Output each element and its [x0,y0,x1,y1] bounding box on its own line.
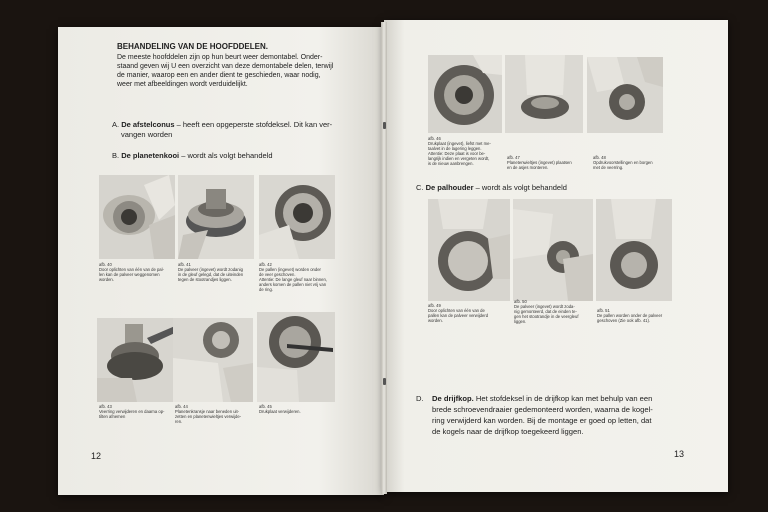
intro-line: De meeste hoofddelen zijn op hun beurt weer demontabel. Onder- [117,54,323,61]
photo-fig42 [259,175,335,259]
page-number-left: 12 [91,451,102,461]
caption-fig51: afb. 51 De pallen worden onder de palveer geschoven (Zie ook afb. 41). [597,308,663,323]
caption-fig47: afb. 47 Planetenwieltjes (ingevet) plaatsen en de asjes monteren. [507,155,572,170]
section-d-title: De drijfkop. [432,394,474,403]
caption-fig45: afb. 45 Drukplaat verwijderen. [259,404,301,414]
intro-line: de manier, waarop een en ander dient te geschieden, waar nodig, [117,72,321,79]
photo-fig48 [587,57,663,133]
section-heading: BEHANDELING VAN DE HOOFDDELEN. [117,42,268,51]
section-d-letter: D. [416,394,424,403]
caption-fig42: afb. 42 De pallen (ingevet) worden onder de veer geschoven. Attentie: De lange gleuf naar binnen, anders komen de pallen niet vrij van de ring. [259,262,327,292]
section-c [416,184,567,193]
staple [383,122,386,129]
caption-fig49: afb. 49 Door oplichten van één van de pallen kan de palveer verwijderd worden. [428,303,489,323]
section-a-text-2: vangen worden [121,130,173,139]
section-a [112,121,332,130]
photo-fig46 [428,55,502,133]
section-d-line2: brede schroevendraaier gedemonteerd worden, waarna de kogel- [432,405,653,414]
section-d-line3: ring verwijderd kan worden. Bij de montage er goed op letten, dat [432,416,652,425]
photo-fig49 [428,199,510,301]
photo-fig44 [173,318,253,402]
left-page [58,27,384,495]
section-b-letter: B. [112,151,120,160]
section-c-text: – wordt als volgt behandeld [473,183,567,192]
caption-fig44: afb. 44 Planetenkransje naar beneden uit- zetten en planetenwieltjes verwijde- ren. [175,404,242,424]
caption-fig41: afb. 41 De palveer (ingevet) wordt zodanig in de gleuf gelegd, dat de uiteinden tegen de stootrandjes liggen. [178,262,244,282]
section-a-title: De afstelconus [121,120,175,129]
intro-line: weer met afbeeldingen wordt verduidelijkt. [117,81,248,88]
section-a-text: – heeft een opgeperste stofdeksel. Dit kan ver- [174,120,333,129]
section-c-letter: C. [416,183,424,192]
section-b-title: De planetenkooi [121,151,180,160]
section-d-line4: de kogels naar de drijfkop toegekeerd liggen. [432,427,584,436]
photo-fig40 [99,175,175,259]
section-d-line1: De drijfkop. Het stofdeksel in de drijfkop kan met behulp van een [432,394,653,403]
photo-fig45 [257,312,335,402]
booklet-spine [381,22,387,494]
caption-fig48: afb. 48 Opdrukvoorstellingen en borgen met de veerring. [593,155,653,170]
section-c-title: De palhouder [425,183,474,192]
section-b-text: – wordt als volgt behandeld [179,151,273,160]
intro-line: staand geven wij U een overzicht van deze demontabele delen, terwijl [117,63,334,70]
photo-fig50 [513,199,593,301]
caption-fig46: afb. 46 Drukplaat (ingevet), liefst met me- taalvet in de lagering leggen. Attentie: Deze plaat is voor be- langrijk indien en vergeten wordt, is de nieuw aanbrengen. [428,136,491,166]
photo-fig43 [97,318,177,402]
photo-fig51 [596,199,672,301]
section-b [112,152,273,161]
caption-fig43: afb. 43 Veerring verwijderen en daarna op- tilten afnemen [99,404,165,419]
photo-fig47 [505,55,583,133]
staple [383,378,386,385]
caption-fig50: afb. 50 De palveer (ingevet) wordt zoda- nig gemonteerd, dat de einden te- gen het stootrandje in de veergleuf liggen. [514,299,579,324]
page-number-right: 13 [674,449,685,459]
caption-fig40: afb. 40 Door oplichten van één van de pal- len kan de palveer weggenomen worden. [99,262,164,282]
section-a-letter: A. [112,120,120,129]
photo-fig41 [178,175,254,259]
